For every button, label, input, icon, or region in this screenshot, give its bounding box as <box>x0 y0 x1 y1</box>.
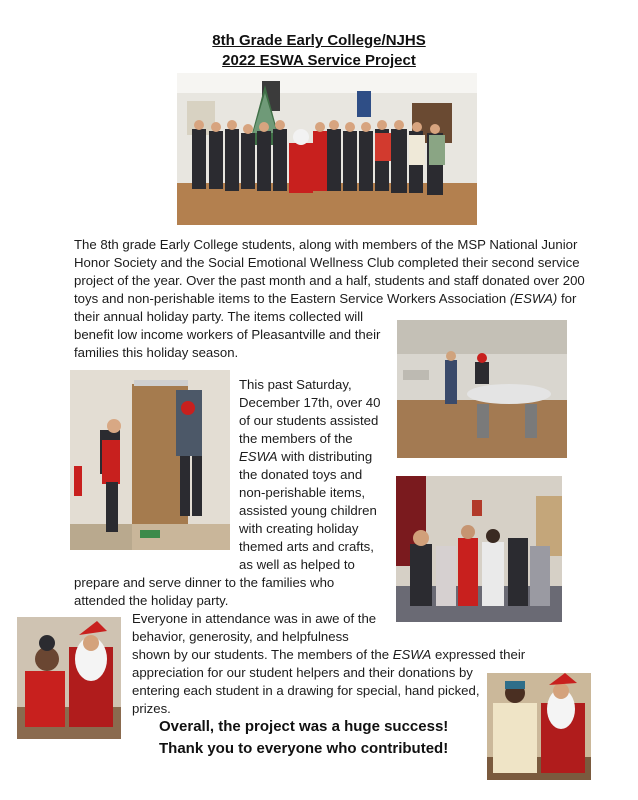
para1-line2: Honor Society and the Social Emotional Wellness Club completed their second service <box>74 255 580 270</box>
hall-photo <box>397 320 567 458</box>
para2-line3: of our students assisted <box>239 413 379 428</box>
crowd-photo <box>396 476 562 622</box>
closing-line1: Overall, the project was a huge success! <box>159 718 449 735</box>
para3-line3 <box>132 646 525 664</box>
para2-line2: December 17th, over 40 <box>239 395 381 410</box>
group-photo <box>177 73 477 225</box>
para1-line1: The 8th grade Early College students, along with members of the MSP National Junior <box>74 237 578 252</box>
para3-line3-eswa: ESWA <box>392 647 432 662</box>
para2-line9: with creating holiday <box>239 521 359 536</box>
para1-line7: families this holiday season. <box>74 345 239 360</box>
santa-photo-left <box>17 617 121 739</box>
para1-line5: their annual holiday party. The items collected will <box>74 309 364 324</box>
para1-line4-eswa: (ESWA) <box>509 291 558 306</box>
para2-line13: attended the holiday party. <box>74 593 229 608</box>
para2-line6: the donated toys and <box>239 467 363 482</box>
para2-line5 <box>239 448 372 466</box>
para1-line4 <box>74 290 576 308</box>
para2-line1: This past Saturday, <box>239 377 352 392</box>
para3-line2: behavior, generosity, and helpfulness <box>132 629 349 644</box>
para3-line3-text: shown by our students. The members of the <box>132 647 393 662</box>
para2-line10: themed arts and crafts, <box>239 539 374 554</box>
para2-line5-text: with distributing <box>277 449 373 464</box>
para1-line3: project of the year. Over the past month and a half, students and staff donated over 200 <box>74 273 585 288</box>
para1-line6: benefit low income workers of Pleasantville and their <box>74 327 381 342</box>
para2-line12: prepare and serve dinner to the families who <box>74 575 335 590</box>
para3-line4: appreciation for our student helpers and their donations by <box>132 665 473 680</box>
page-title-line2: 2022 ESWA Service Project <box>222 52 416 69</box>
para3-line3-end: expressed their <box>431 647 526 662</box>
para3-line6: prizes. <box>132 701 171 716</box>
para2-line7: non-perishable items, <box>239 485 366 500</box>
closing-line2: Thank you to everyone who contributed! <box>159 740 449 757</box>
page-title-line1: 8th Grade Early College/NJHS <box>212 32 426 49</box>
para3-line5: entering each student in a drawing for special, hand picked, <box>132 683 480 698</box>
para2-line8: assisted young children <box>239 503 377 518</box>
santa-photo-right <box>487 673 591 780</box>
door-photo <box>70 370 230 550</box>
para3-line1: Everyone in attendance was in awe of the <box>132 611 377 626</box>
para2-line4: the members of the <box>239 431 353 446</box>
para2-line5-eswa: ESWA <box>239 449 278 464</box>
para1-line4-text: toys and non-perishable items to the Eastern Service Workers Association <box>74 291 510 306</box>
para1-line4-end: for <box>557 291 577 306</box>
para2-line11: as well as helped to <box>239 557 355 572</box>
